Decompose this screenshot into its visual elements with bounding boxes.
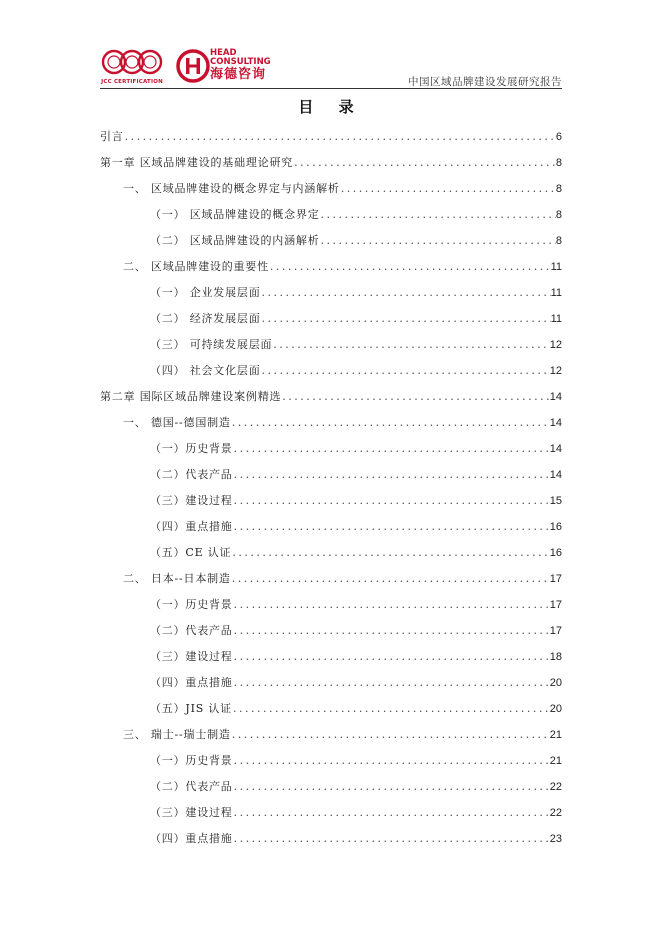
toc-page-number: 23: [549, 833, 562, 845]
toc-entry[interactable]: [100, 696, 562, 722]
toc-page-number: 16: [549, 521, 562, 533]
toc-entry-title: 第一章 区域品牌建设的基础理论研究: [100, 156, 294, 169]
toc-page-number: 15: [549, 495, 562, 507]
toc-entry[interactable]: [100, 488, 562, 514]
toc-leader-dots: [293, 150, 556, 176]
toc-leader-dots: [233, 826, 550, 852]
toc-entry[interactable]: [100, 124, 562, 150]
toc-entry-title: （四）重点措施: [150, 832, 233, 845]
toc-page-number: 11: [550, 287, 562, 299]
toc-page-number: 6: [555, 131, 562, 143]
toc-leader-dots: [320, 228, 556, 254]
toc-entry-title: （二）代表产品: [150, 624, 233, 637]
toc-page-number: 22: [549, 807, 562, 819]
toc-entry[interactable]: [100, 748, 562, 774]
toc-entry[interactable]: [100, 514, 562, 540]
page-header: [100, 46, 562, 88]
toc-leader-dots: [233, 592, 550, 618]
toc-leader-dots: [233, 436, 550, 462]
toc-entry-title: （二）代表产品: [150, 468, 233, 481]
header-divider: [100, 88, 562, 89]
toc-page-number: 16: [549, 547, 562, 559]
toc-page-number: 8: [555, 235, 562, 247]
toc-entry[interactable]: [100, 566, 562, 592]
toc-entry[interactable]: [100, 228, 562, 254]
toc-entry[interactable]: [100, 670, 562, 696]
toc-leader-dots: [233, 462, 550, 488]
logo-text-head: HEAD: [210, 48, 237, 58]
head-consulting-h-icon: [176, 49, 210, 83]
toc-entry[interactable]: [100, 306, 562, 332]
toc-page-number: 21: [549, 755, 562, 767]
toc-entry-title: （二） 经济发展层面: [150, 312, 261, 325]
toc-leader-dots: [232, 696, 550, 722]
toc-entry[interactable]: [100, 176, 562, 202]
toc-page-number: 22: [549, 781, 562, 793]
toc-page-number: 8: [555, 183, 562, 195]
toc-entry-title: 第二章 国际区域品牌建设案例精选: [100, 390, 282, 403]
toc-leader-dots: [261, 280, 551, 306]
toc-entry-title: （二） 区域品牌建设的内涵解析: [150, 234, 320, 247]
toc-entry-title: （二）代表产品: [150, 780, 233, 793]
toc-page-number: 8: [555, 157, 562, 169]
toc-leader-dots: [231, 410, 550, 436]
toc-leader-dots: [272, 332, 549, 358]
toc-page-number: 12: [549, 365, 562, 377]
toc-entry-title: （一） 区域品牌建设的概念界定: [150, 208, 320, 221]
toc-leader-dots: [281, 384, 549, 410]
toc-entry-title: （三）建设过程: [150, 806, 233, 819]
toc-entry[interactable]: [100, 800, 562, 826]
toc-page-number: 8: [555, 209, 562, 221]
toc-page-number: 11: [550, 261, 562, 273]
toc-entry-title: 引言: [100, 130, 124, 143]
toc-entry[interactable]: [100, 332, 562, 358]
toc-leader-dots: [233, 800, 550, 826]
toc-entry-title: （四）重点措施: [150, 676, 233, 689]
toc-page-number: 11: [550, 313, 562, 325]
toc-entry[interactable]: [100, 436, 562, 462]
toc-leader-dots: [124, 124, 556, 150]
toc-page-number: 14: [549, 391, 562, 403]
toc-leader-dots: [231, 566, 550, 592]
toc-leader-dots: [233, 670, 550, 696]
table-of-contents: [100, 124, 562, 852]
jcc-certification-logo: [100, 48, 164, 86]
toc-entry-title: （一）历史背景: [150, 442, 233, 455]
toc-entry[interactable]: [100, 384, 562, 410]
toc-entry[interactable]: [100, 826, 562, 852]
toc-entry[interactable]: [100, 358, 562, 384]
logo-text-consulting: CONSULTING: [210, 57, 271, 67]
toc-entry-title: （三）建设过程: [150, 494, 233, 507]
toc-leader-dots: [269, 254, 551, 280]
toc-entry-title: 三、 瑞士--瑞士制造: [123, 728, 231, 741]
toc-leader-dots: [233, 644, 550, 670]
jcc-logo-text: JCC CERTIFICATION: [101, 79, 163, 85]
toc-entry[interactable]: [100, 644, 562, 670]
toc-entry[interactable]: [100, 462, 562, 488]
toc-leader-dots: [261, 358, 550, 384]
toc-entry-title: （三）建设过程: [150, 650, 233, 663]
toc-page-number: 17: [549, 625, 562, 637]
toc-page-number: 12: [549, 339, 562, 351]
toc-entry-title: （五）CE 认证: [150, 546, 232, 559]
toc-entry-title: 一、 区域品牌建设的概念界定与内涵解析: [123, 182, 340, 195]
toc-leader-dots: [233, 618, 550, 644]
toc-entry-title: （一）历史背景: [150, 598, 233, 611]
report-title: 中国区域品牌建设发展研究报告: [408, 76, 562, 88]
toc-page-number: 14: [549, 469, 562, 481]
toc-page-number: 14: [549, 443, 562, 455]
toc-leader-dots: [233, 488, 550, 514]
toc-entry[interactable]: [100, 774, 562, 800]
toc-entry[interactable]: [100, 618, 562, 644]
toc-page-number: 18: [549, 651, 562, 663]
toc-entry-title: （四） 社会文化层面: [150, 364, 261, 377]
toc-entry-title: （一）历史背景: [150, 754, 233, 767]
toc-entry[interactable]: [100, 592, 562, 618]
toc-page-number: 14: [549, 417, 562, 429]
toc-entry[interactable]: [100, 150, 562, 176]
jcc-rings-icon: [100, 48, 164, 78]
head-consulting-logo: [176, 46, 276, 86]
toc-entry-title: （一） 企业发展层面: [150, 286, 261, 299]
toc-page-number: 17: [549, 573, 562, 585]
toc-entry[interactable]: [100, 410, 562, 436]
toc-page-number: 20: [549, 677, 562, 689]
toc-leader-dots: [231, 540, 549, 566]
toc-page-number: 21: [549, 729, 562, 741]
logo-text-chinese: 海德咨询: [210, 67, 267, 82]
toc-entry[interactable]: [100, 540, 562, 566]
toc-page-number: 20: [549, 703, 562, 715]
toc-entry[interactable]: [100, 254, 562, 280]
toc-leader-dots: [340, 176, 556, 202]
toc-entry[interactable]: [100, 280, 562, 306]
toc-entry-title: 一、 德国--德国制造: [123, 416, 231, 429]
toc-entry-title: （三） 可持续发展层面: [150, 338, 273, 351]
toc-entry-title: 二、 日本--日本制造: [123, 572, 231, 585]
toc-leader-dots: [231, 722, 550, 748]
toc-entry[interactable]: [100, 722, 562, 748]
toc-entry[interactable]: [100, 202, 562, 228]
toc-leader-dots: [233, 514, 550, 540]
toc-leader-dots: [261, 306, 551, 332]
toc-entry-title: （四）重点措施: [150, 520, 233, 533]
toc-entry-title: 二、 区域品牌建设的重要性: [123, 260, 269, 273]
toc-leader-dots: [320, 202, 556, 228]
toc-page-number: 17: [549, 599, 562, 611]
toc-leader-dots: [233, 748, 550, 774]
toc-leader-dots: [233, 774, 550, 800]
toc-entry-title: （五）JIS 认证: [150, 702, 232, 715]
toc-heading: 目 录: [298, 98, 364, 116]
